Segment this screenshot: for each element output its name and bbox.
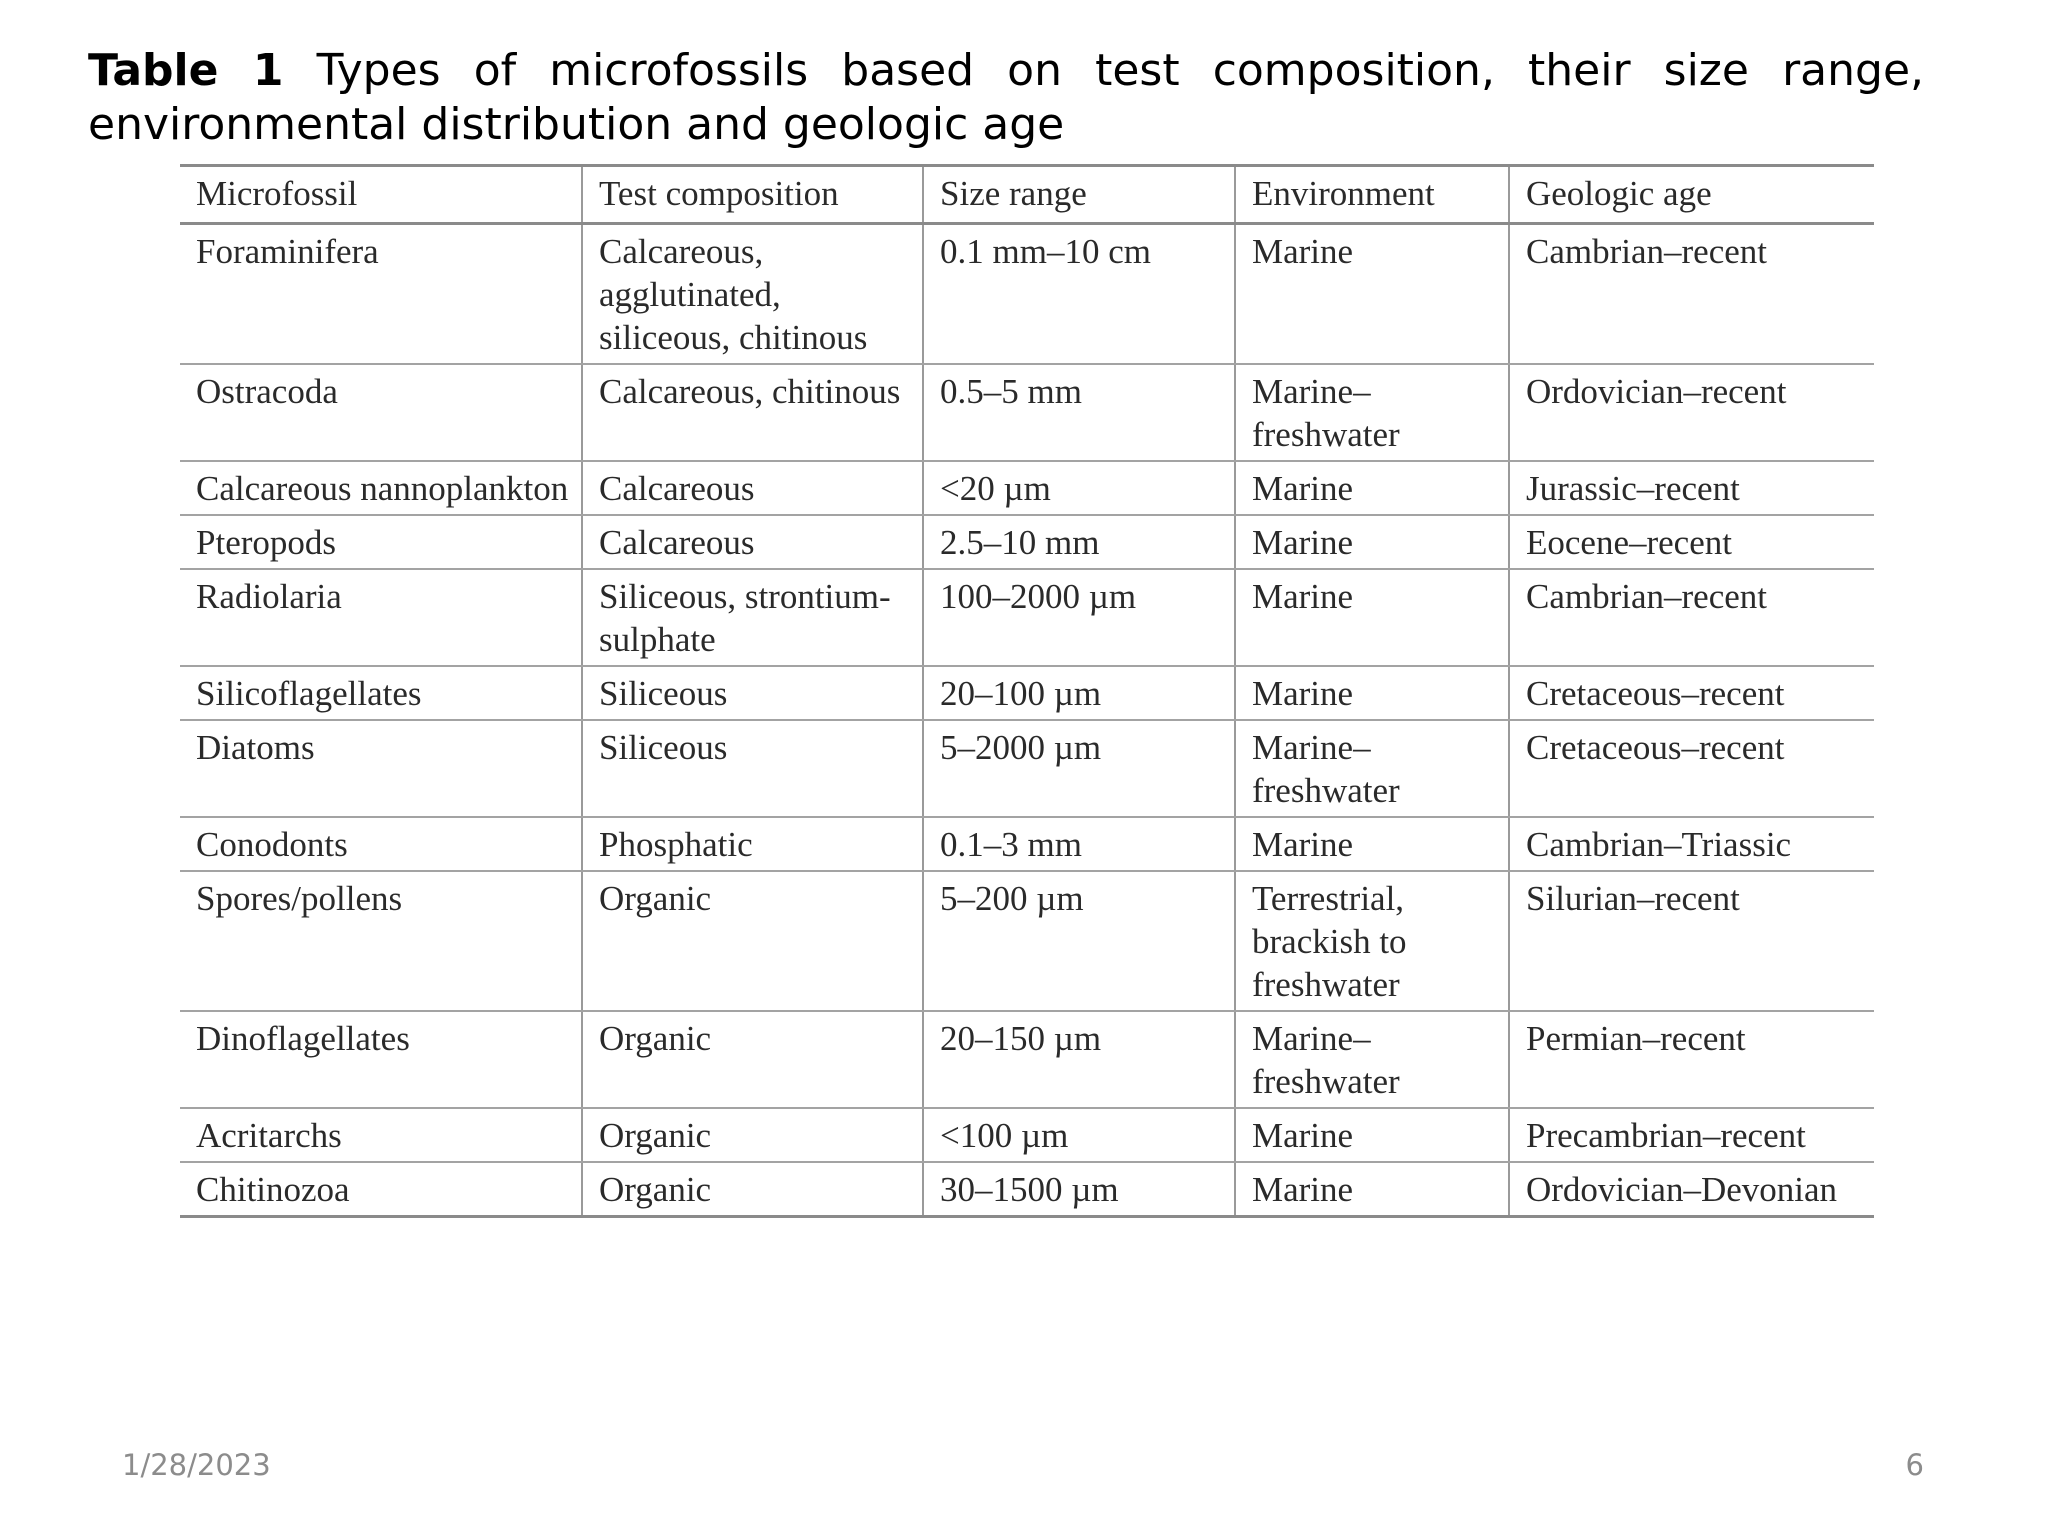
cell-test-composition: Calcareous, agglutinated, siliceous, chitinous	[582, 224, 923, 365]
caption-label: Table 1	[88, 45, 284, 96]
cell-geologic-age: Ordovician–Devonian	[1509, 1162, 1874, 1217]
cell-environment: Marine	[1235, 1108, 1509, 1162]
cell-geologic-age: Jurassic–recent	[1509, 461, 1874, 515]
cell-microfossil: Chitinozoa	[180, 1162, 582, 1217]
cell-size-range: 20–100 µm	[923, 666, 1235, 720]
caption-text: Types of microfossils based on test composition, their size range, environmental distribution and geologic age	[88, 45, 1925, 150]
table-row	[180, 364, 1874, 461]
table-row	[180, 666, 1874, 720]
cell-size-range: 0.1 mm–10 cm	[923, 224, 1235, 365]
cell-test-composition: Calcareous, chitinous	[582, 364, 923, 461]
cell-microfossil: Diatoms	[180, 720, 582, 817]
table-body	[180, 224, 1874, 1217]
table-row	[180, 817, 1874, 871]
cell-size-range: 0.5–5 mm	[923, 364, 1235, 461]
cell-microfossil: Spores/pollens	[180, 871, 582, 1011]
cell-size-range: 30–1500 µm	[923, 1162, 1235, 1217]
cell-geologic-age: Precambrian–recent	[1509, 1108, 1874, 1162]
cell-geologic-age: Eocene–recent	[1509, 515, 1874, 569]
header-size-range: Size range	[923, 166, 1235, 224]
header-row	[180, 166, 1874, 224]
cell-test-composition: Phosphatic	[582, 817, 923, 871]
table-container	[180, 164, 1874, 1218]
cell-size-range: <20 µm	[923, 461, 1235, 515]
table-row	[180, 1011, 1874, 1108]
header-geologic-age: Geologic age	[1509, 166, 1874, 224]
table-row	[180, 515, 1874, 569]
table-caption	[88, 44, 1924, 152]
cell-environment: Marine–freshwater	[1235, 720, 1509, 817]
table-row	[180, 871, 1874, 1011]
cell-geologic-age: Cambrian–recent	[1509, 224, 1874, 365]
cell-geologic-age: Cretaceous–recent	[1509, 666, 1874, 720]
cell-microfossil: Silicoflagellates	[180, 666, 582, 720]
table-row	[180, 1108, 1874, 1162]
cell-microfossil: Conodonts	[180, 817, 582, 871]
cell-environment: Marine–freshwater	[1235, 364, 1509, 461]
table-header	[180, 166, 1874, 224]
cell-geologic-age: Silurian–recent	[1509, 871, 1874, 1011]
cell-size-range: 0.1–3 mm	[923, 817, 1235, 871]
cell-test-composition: Siliceous	[582, 666, 923, 720]
cell-size-range: 2.5–10 mm	[923, 515, 1235, 569]
table-row	[180, 569, 1874, 666]
cell-geologic-age: Cambrian–recent	[1509, 569, 1874, 666]
cell-microfossil: Calcareous nannoplankton	[180, 461, 582, 515]
cell-geologic-age: Cambrian–Triassic	[1509, 817, 1874, 871]
cell-size-range: 5–2000 µm	[923, 720, 1235, 817]
cell-microfossil: Dinoflagellates	[180, 1011, 582, 1108]
cell-environment: Marine–freshwater	[1235, 1011, 1509, 1108]
cell-test-composition: Organic	[582, 871, 923, 1011]
cell-size-range: 5–200 µm	[923, 871, 1235, 1011]
header-test-composition: Test composition	[582, 166, 923, 224]
microfossil-table	[180, 164, 1874, 1218]
cell-geologic-age: Ordovician–recent	[1509, 364, 1874, 461]
cell-microfossil: Ostracoda	[180, 364, 582, 461]
cell-environment: Marine	[1235, 224, 1509, 365]
cell-size-range: <100 µm	[923, 1108, 1235, 1162]
cell-microfossil: Pteropods	[180, 515, 582, 569]
page-number: 6	[1905, 1448, 1924, 1482]
cell-environment: Terrestrial, brackish to freshwater	[1235, 871, 1509, 1011]
cell-microfossil: Foraminifera	[180, 224, 582, 365]
cell-test-composition: Organic	[582, 1108, 923, 1162]
table-row	[180, 1162, 1874, 1217]
header-environment: Environment	[1235, 166, 1509, 224]
cell-environment: Marine	[1235, 515, 1509, 569]
cell-test-composition: Calcareous	[582, 461, 923, 515]
cell-environment: Marine	[1235, 1162, 1509, 1217]
cell-microfossil: Acritarchs	[180, 1108, 582, 1162]
cell-size-range: 100–2000 µm	[923, 569, 1235, 666]
header-microfossil: Microfossil	[180, 166, 582, 224]
cell-environment: Marine	[1235, 461, 1509, 515]
table-row	[180, 224, 1874, 365]
cell-environment: Marine	[1235, 569, 1509, 666]
cell-test-composition: Siliceous	[582, 720, 923, 817]
cell-geologic-age: Permian–recent	[1509, 1011, 1874, 1108]
cell-test-composition: Siliceous, strontium-sulphate	[582, 569, 923, 666]
cell-test-composition: Organic	[582, 1162, 923, 1217]
cell-microfossil: Radiolaria	[180, 569, 582, 666]
cell-size-range: 20–150 µm	[923, 1011, 1235, 1108]
cell-geologic-age: Cretaceous–recent	[1509, 720, 1874, 817]
table-row	[180, 720, 1874, 817]
cell-test-composition: Organic	[582, 1011, 923, 1108]
cell-environment: Marine	[1235, 817, 1509, 871]
table-row	[180, 461, 1874, 515]
footer-date: 1/28/2023	[122, 1448, 271, 1482]
cell-test-composition: Calcareous	[582, 515, 923, 569]
cell-environment: Marine	[1235, 666, 1509, 720]
